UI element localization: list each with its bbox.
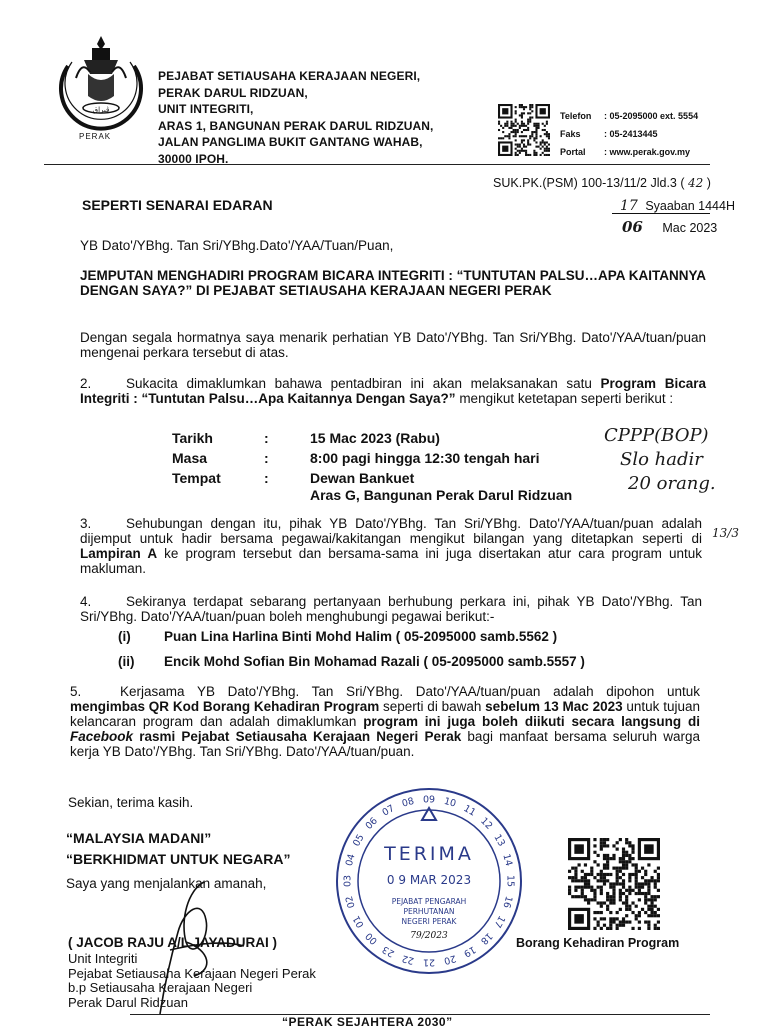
crest-emblem-icon: [46, 28, 156, 148]
handwritten-initials: 13/3: [712, 526, 739, 540]
qr-code-icon: [498, 104, 550, 156]
stamp-ring-number: 13: [491, 832, 507, 849]
stamp-ring-number: 11: [461, 803, 478, 819]
day-handwritten: 06: [622, 218, 643, 236]
stamp-ring-number: 10: [442, 795, 458, 810]
slogan-madani: “MALAYSIA MADANI”: [66, 830, 212, 846]
stamp-ring-number: 07: [380, 803, 397, 819]
stamp-ring-number: 15: [504, 874, 516, 888]
footer-slogan: “PERAK SEJAHTERA 2030”: [282, 1015, 453, 1029]
qr-code-icon: [568, 838, 660, 930]
paragraph-number: 3.: [80, 516, 92, 531]
detail-row: Masa : 8:00 pagi hingga 12:30 tengah hari: [172, 450, 540, 466]
stamp-ring-number: 01: [351, 913, 367, 930]
letterhead-address: [158, 68, 434, 167]
received-stamp: [334, 786, 524, 976]
handwritten-note: [604, 424, 716, 496]
closing: Sekian, terima kasih.: [68, 795, 194, 810]
stamp-ref-handwritten: 79/2023: [410, 931, 448, 941]
contact-label: Faks: [560, 129, 581, 139]
paragraph-number: 5.: [70, 684, 82, 699]
address-line: ARAS 1, BANGUNAN PERAK DARUL RIDZUAN,: [158, 118, 434, 133]
stamp-ring-number: 09: [422, 794, 436, 806]
reference-number-handwritten: 42: [688, 176, 704, 190]
contact-label: Portal: [560, 147, 586, 157]
signatory-line: b.p Setiausaha Kerajaan Negeri: [68, 980, 253, 995]
stamp-ring-number: 17: [491, 913, 507, 930]
paragraph-3: 3. Sehubungan dengan itu, pihak YB Dato'/YBhg. Tan Sri/YBhg. Dato'/YAA/tuan/puan adalah dijemput untuk hadir bersama pegawai/kakitangan mengikut bilangan yang ditetapkan seperti di Lampiran A ke program tersebut dan bersama-sama ini juga disertakan atur cara program untuk makluman.: [80, 516, 702, 576]
contact-fax: [560, 125, 698, 143]
signatory-line: Unit Integriti: [68, 951, 138, 966]
slogan-berkhidmat: “BERKHIDMAT UNTUK NEGARA”: [66, 851, 291, 867]
reference-number: SUK.PK.(PSM) 100-13/11/2 Jld.3 ( 42 ): [493, 176, 711, 190]
event-details: [172, 430, 572, 504]
signatory-line: Perak Darul Ridzuan: [68, 994, 188, 1010]
paragraph-number: 4.: [80, 594, 92, 609]
contact-phone: [560, 107, 698, 125]
address-line: 30000 IPOH.: [158, 151, 229, 166]
handwritten-line: CPPP(BOP): [604, 425, 709, 446]
stamp-line: NEGERI PERAK: [401, 917, 457, 926]
received-stamp-icon: [334, 786, 524, 976]
contact-portal: [560, 143, 698, 161]
amanah-line: Saya yang menjalankan amanah,: [66, 876, 267, 891]
stamp-ring-number: 00: [363, 930, 380, 947]
stamp-ring-number: 22: [400, 952, 416, 967]
stamp-ring-number: 16: [500, 894, 515, 910]
header-qr-code: [498, 104, 550, 156]
stamp-ring-number: 06: [363, 815, 380, 832]
contact-label: Telefon: [560, 111, 592, 121]
detail-row: Tempat : Dewan Bankuet: [172, 470, 415, 486]
stamp-ring-number: 05: [351, 832, 367, 849]
date-underline: [612, 213, 710, 214]
state-crest: [46, 28, 156, 148]
contact-person-1: (i) Puan Lina Harlina Binti Mohd Halim ( 05-2095000 samb.5562 ): [118, 629, 558, 644]
stamp-line: PERHUTANAN: [403, 907, 455, 916]
address-line: JALAN PANGLIMA BUKIT GANTANG WAHAB,: [158, 135, 423, 149]
contact-value: : 05-2095000 ext. 5554: [604, 111, 699, 121]
stamp-ring-number: 21: [422, 956, 436, 968]
paragraph-5: 5. Kerjasama YB Dato'/YBhg. Tan Sri/YBhg. Dato'/YAA/tuan/puan adalah dipohon untuk mengimbas QR Kod Borang Kehadiran Program seperti di bawah sebelum 13 Mac 2023 untuk tujuan kelancaran program dan adalah dimaklumkan program ini juga boleh diikuti secara langsung di Facebook rasmi Pejabat Setiausaha Kerajaan Negeri Perak bagi manfaat bersama seluruh warga kerja YB Dato'/YBhg. Tan Sri/YBhg. Dato'/YAA/tuan/puan.: [70, 684, 700, 759]
address-line: PEJABAT SETIAUSAHA KERAJAAN NEGERI,: [158, 69, 421, 83]
crest-label: PERAK: [79, 132, 112, 141]
stamp-ring-number: 12: [478, 815, 495, 832]
stamp-ring-number: 20: [442, 952, 458, 967]
detail-row: Tarikh : 15 Mac 2023 (Rabu): [172, 430, 440, 446]
stamp-date: 0 9 MAR 2023: [386, 873, 472, 887]
stamp-ring-number: 18: [478, 930, 495, 947]
svg-text:ڤيراق: ڤيراق: [92, 106, 110, 114]
stamp-ring-number: 19: [461, 943, 478, 959]
address-line: PERAK DARUL RIDZUAN,: [158, 85, 308, 100]
handwritten-line: 20 orang.: [628, 473, 716, 494]
gregorian-date: 06 Mac 2023: [622, 218, 718, 236]
paragraph-1: Dengan segala hormatnya saya menarik perhatian YB Dato'/YBhg. Tan Sri/YBhg. Dato'/YAA/tuan/puan mengenai perkara tersebut di atas.: [80, 330, 706, 360]
stamp-ring-number: 02: [343, 894, 358, 910]
stamp-ring-number: 23: [380, 943, 397, 959]
stamp-ring-number: 04: [343, 852, 358, 868]
paragraph-2: 2. Sukacita dimaklumkan bahawa pentadbiran ini akan melaksanakan satu Program Bicara Integriti : “Tuntutan Palsu…Apa Kaitannya Dengan Saya?” mengikut ketetapan seperti berikut :: [80, 376, 707, 406]
stamp-line: PEJABAT PENGARAH: [391, 897, 467, 906]
stamp-ring-number: 08: [400, 795, 416, 810]
hijri-day-handwritten: 17: [620, 198, 638, 214]
contact-value: : www.perak.gov.my: [604, 147, 691, 157]
contact-value: : 05-2413445: [604, 129, 658, 139]
stamp-ring-number: 14: [500, 852, 515, 868]
signatory-name: ( JACOB RAJU A/L JAYADURAI ): [68, 935, 278, 950]
stamp-title: TERIMA: [384, 843, 474, 865]
recipient: SEPERTI SENARAI EDARAN: [82, 197, 273, 213]
contact-block: [560, 107, 698, 161]
address-line: UNIT INTEGRITI,: [158, 102, 254, 116]
signatory-line: Pejabat Setiausaha Kerajaan Negeri Perak: [68, 965, 316, 981]
header-divider: [44, 164, 710, 165]
detail-row: Aras G, Bangunan Perak Darul Ridzuan: [310, 487, 573, 503]
stamp-ring-number: 03: [342, 874, 354, 888]
handwritten-line: Slo hadir: [620, 449, 703, 470]
attendance-qr-code: [568, 838, 660, 930]
paragraph-4: 4. Sekiranya terdapat sebarang pertanyaan berhubung perkara ini, pihak YB Dato'/YBhg. Tan Sri/YBhg. Dato'/YAA/tuan/puan boleh menghubungi pegawai berikut:-: [80, 594, 702, 624]
subject: JEMPUTAN MENGHADIRI PROGRAM BICARA INTEGRITI : “TUNTUTAN PALSU…APA KAITANNYA DENGAN SAYA?” DI PEJABAT SETIAUSAHA KERAJAAN NEGERI PERAK: [80, 268, 706, 298]
salutation: YB Dato'/YBhg. Tan Sri/YBhg.Dato'/YAA/Tuan/Puan,: [80, 238, 394, 253]
paragraph-number: 2.: [80, 376, 92, 391]
contact-person-2: (ii) Encik Mohd Sofian Bin Mohamad Razali ( 05-2095000 samb.5557 ): [118, 654, 585, 669]
qr-caption: Borang Kehadiran Program: [516, 936, 680, 950]
hijri-date: 17 Syaaban 1444H: [620, 198, 735, 214]
signatory-details: [68, 952, 316, 1010]
